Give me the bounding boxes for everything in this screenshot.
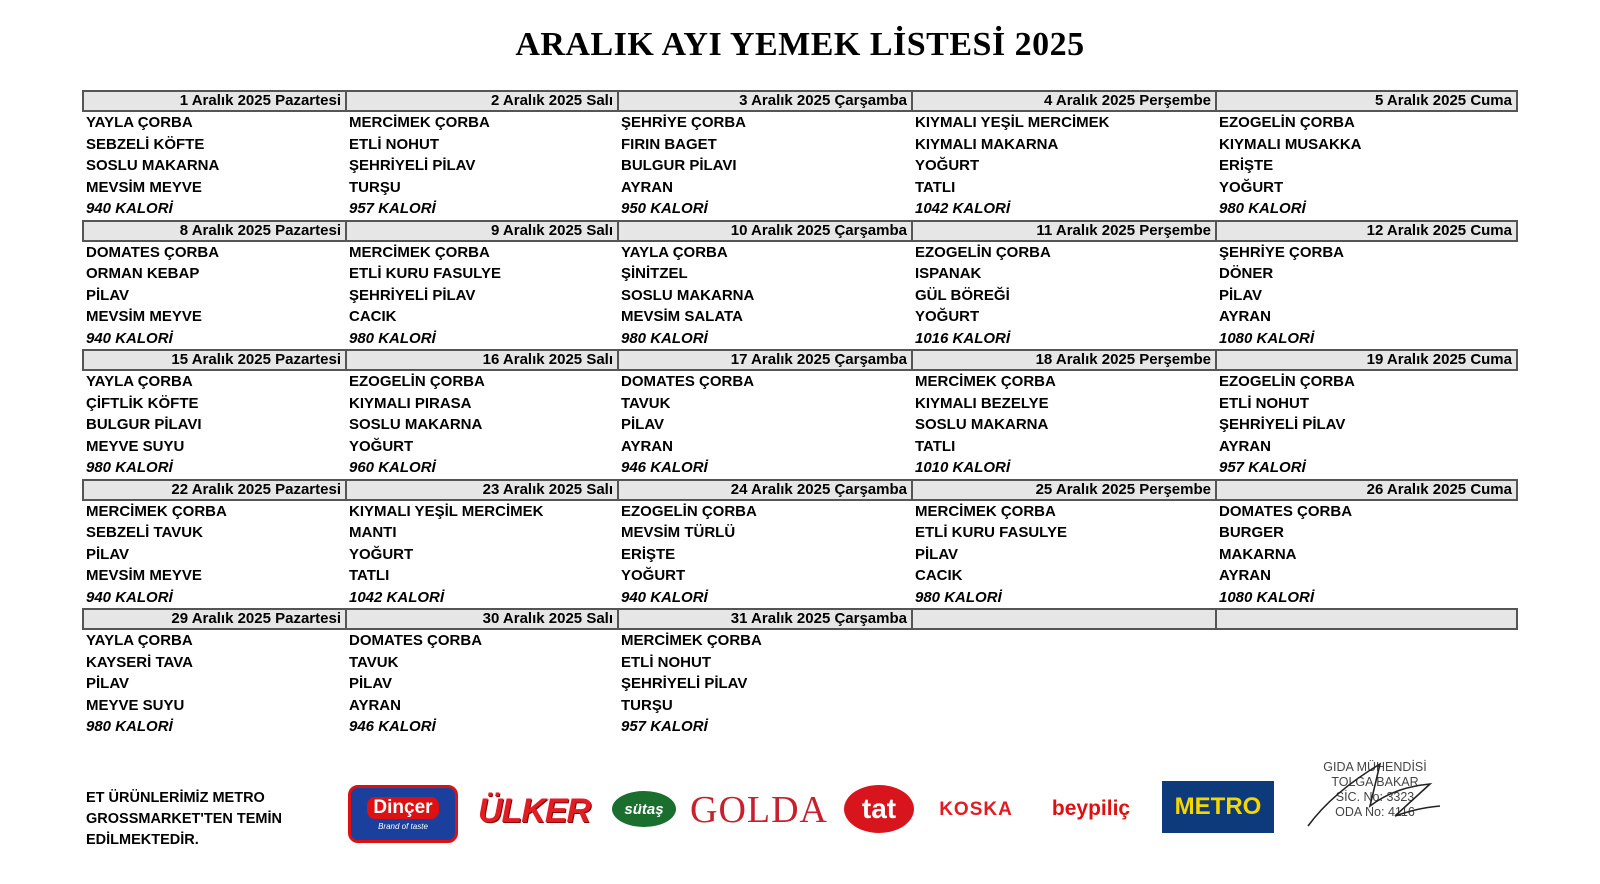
menu-table [82, 90, 1518, 738]
calorie-total: 1080 KALORİ [1219, 329, 1315, 347]
menu-item: PİLAV [915, 545, 959, 563]
menu-item: AYRAN [621, 178, 673, 196]
calorie-total: 1016 KALORİ [915, 329, 1011, 347]
menu-item: SEBZELİ KÖFTE [86, 135, 205, 153]
menu-item: ETLİ NOHUT [1219, 394, 1309, 412]
calorie-total: 980 KALORİ [915, 588, 1002, 606]
day-menu [617, 112, 911, 220]
menu-item [915, 630, 1215, 652]
day-menu [1215, 501, 1518, 609]
menu-item: PİLAV [86, 545, 130, 563]
menu-item: MEYVE SUYU [86, 437, 185, 455]
day-menu [345, 242, 617, 350]
menu-item: YOĞURT [621, 567, 686, 584]
day-date-header: 5 Aralık 2025 Cuma [1215, 92, 1518, 110]
week-block [82, 349, 1518, 479]
menu-item: BULGUR PİLAVI [86, 416, 202, 433]
menu-item: MANTI [349, 524, 397, 541]
menu-item: ETLİ NOHUT [621, 653, 711, 671]
week-header-row [82, 608, 1518, 630]
menu-item: YOĞURT [349, 545, 414, 563]
menu-item: MERCİMEK ÇORBA [915, 502, 1056, 520]
calorie-total: 950 KALORİ [621, 200, 708, 217]
day-date-header: 12 Aralık 2025 Cuma [1215, 222, 1518, 240]
menu-item: DÖNER [1219, 265, 1274, 282]
calorie-total: 957 KALORİ [349, 200, 436, 217]
menu-item: MERCİMEK ÇORBA [349, 114, 490, 131]
menu-item: TATLI [349, 567, 390, 584]
day-date-header: 16 Aralık 2025 Salı [345, 351, 617, 369]
week-menu-row [82, 112, 1518, 220]
menu-item: KIYMALI MUSAKKA [1219, 135, 1362, 153]
menu-item: PİLAV [621, 416, 665, 433]
menu-item [1219, 695, 1518, 717]
menu-item: EZOGELİN ÇORBA [915, 243, 1051, 261]
stamp-line: GIDA MÜHENDİSİ [1323, 760, 1427, 774]
day-menu [345, 371, 617, 479]
menu-item: PİLAV [86, 675, 130, 692]
menu-item: TATLI [915, 178, 956, 196]
beypilic-logo: beypiliç [1051, 797, 1131, 820]
menu-item: YAYLA ÇORBA [86, 373, 193, 390]
calorie-total: 940 KALORİ [86, 588, 173, 606]
menu-item: KAYSERİ TAVA [86, 653, 193, 671]
menu-item: ŞİNİTZEL [621, 265, 688, 282]
menu-item: AYRAN [621, 437, 673, 455]
day-menu [911, 630, 1215, 738]
week-menu-row [82, 501, 1518, 609]
day-date-header [911, 610, 1215, 628]
calorie-total: 957 KALORİ [1219, 459, 1306, 476]
calorie-total: 980 KALORİ [1219, 200, 1306, 217]
ulker-logo: ÜLKER [477, 791, 591, 830]
golda-logo: GOLDA [690, 789, 828, 831]
menu-item: BULGUR PİLAVI [621, 157, 737, 174]
calorie-total: 940 KALORİ [86, 329, 173, 347]
menu-item: PİLAV [349, 675, 393, 692]
calorie-total: 1080 KALORİ [1219, 588, 1315, 606]
week-header-row [82, 479, 1518, 501]
stamp-line: SİC. No: 3323 [1335, 790, 1415, 804]
menu-item: ŞEHRİYE ÇORBA [621, 114, 747, 131]
menu-item: ORMAN KEBAP [86, 265, 200, 282]
day-menu [911, 371, 1215, 479]
menu-item: TURŞU [621, 696, 673, 714]
day-menu [82, 242, 345, 350]
day-menu [911, 242, 1215, 350]
menu-item: SEBZELİ TAVUK [86, 524, 203, 541]
day-date-header: 18 Aralık 2025 Perşembe [911, 351, 1215, 369]
stamp-line: ODA No: 4116 [1335, 805, 1415, 819]
menu-item: SOSLU MAKARNA [349, 416, 483, 433]
calorie-total: 980 KALORİ [86, 459, 173, 476]
menu-item: TAVUK [349, 653, 399, 671]
signature-scribble-icon [1300, 756, 1450, 836]
menu-item: DOMATES ÇORBA [1219, 502, 1353, 520]
day-menu [82, 112, 345, 220]
day-date-header: 26 Aralık 2025 Cuma [1215, 481, 1518, 499]
menu-item: ERİŞTE [1219, 157, 1274, 174]
menu-item [915, 695, 1215, 717]
day-date-header [1215, 610, 1518, 628]
menu-item: MEVSİM MEYVE [86, 308, 202, 325]
day-date-header: 8 Aralık 2025 Pazartesi [82, 222, 345, 240]
calorie-total [1219, 716, 1518, 738]
day-menu [1215, 630, 1518, 738]
day-date-header: 23 Aralık 2025 Salı [345, 481, 617, 499]
week-block [82, 90, 1518, 220]
day-menu [1215, 242, 1518, 350]
week-menu-row [82, 630, 1518, 738]
week-block [82, 479, 1518, 609]
menu-item: SOSLU MAKARNA [915, 416, 1049, 433]
calorie-total: 1010 KALORİ [915, 459, 1011, 476]
menu-item: MERCİMEK ÇORBA [915, 373, 1056, 390]
day-date-header: 15 Aralık 2025 Pazartesi [82, 351, 345, 369]
menu-item [1219, 673, 1518, 695]
menu-item: CACIK [349, 308, 397, 325]
menu-item: ETLİ KURU FASULYE [349, 265, 501, 282]
menu-item: ŞEHRİYELİ PİLAV [1219, 416, 1346, 433]
day-date-header: 17 Aralık 2025 Çarşamba [617, 351, 911, 369]
menu-item: YAYLA ÇORBA [86, 632, 193, 649]
calorie-total: 940 KALORİ [621, 588, 708, 606]
day-menu [345, 501, 617, 609]
menu-item: MERCİMEK ÇORBA [86, 502, 227, 520]
calorie-total: 957 KALORİ [621, 718, 708, 735]
menu-item: DOMATES ÇORBA [621, 373, 755, 390]
day-date-header: 3 Aralık 2025 Çarşamba [617, 92, 911, 110]
menu-item: MERCİMEK ÇORBA [621, 632, 762, 649]
day-date-header: 22 Aralık 2025 Pazartesi [82, 481, 345, 499]
day-menu [617, 501, 911, 609]
menu-item: KIYMALI YEŞİL MERCİMEK [915, 114, 1110, 131]
day-menu [1215, 112, 1518, 220]
day-date-header: 25 Aralık 2025 Perşembe [911, 481, 1215, 499]
menu-item: AYRAN [1219, 567, 1271, 584]
day-date-header: 4 Aralık 2025 Perşembe [911, 92, 1215, 110]
footer-note-line: EDİLMEKTEDİR. [86, 832, 199, 848]
menu-item: ETLİ KURU FASULYE [915, 524, 1067, 541]
menu-item: EZOGELİN ÇORBA [621, 502, 757, 520]
menu-item [915, 673, 1215, 695]
day-menu [911, 501, 1215, 609]
day-date-header: 10 Aralık 2025 Çarşamba [617, 222, 911, 240]
day-menu [82, 630, 345, 738]
day-date-header: 1 Aralık 2025 Pazartesi [82, 92, 345, 110]
menu-item: MAKARNA [1219, 545, 1297, 563]
menu-item: YOĞURT [349, 437, 414, 455]
menu-item: AYRAN [1219, 308, 1271, 325]
calorie-total: 946 KALORİ [349, 718, 436, 735]
week-block [82, 220, 1518, 350]
day-menu [82, 501, 345, 609]
calorie-total: 1042 KALORİ [349, 588, 445, 606]
engineer-stamp [1300, 760, 1450, 820]
calorie-total: 960 KALORİ [349, 459, 436, 476]
week-header-row [82, 349, 1518, 371]
day-date-header: 29 Aralık 2025 Pazartesi [82, 610, 345, 628]
day-menu [1215, 371, 1518, 479]
sutas-logo: sütaş [612, 791, 676, 827]
calorie-total: 980 KALORİ [86, 718, 173, 735]
menu-item: SOSLU MAKARNA [621, 286, 755, 304]
menu-item: ŞEHRİYELİ PİLAV [349, 286, 476, 304]
day-menu [617, 630, 911, 738]
menu-item: YOĞURT [915, 308, 980, 325]
week-menu-row [82, 242, 1518, 350]
calorie-total [915, 716, 1215, 738]
menu-item: YAYLA ÇORBA [86, 114, 193, 131]
menu-item: TATLI [915, 437, 956, 455]
week-header-row [82, 220, 1518, 242]
menu-item: ÇİFTLİK KÖFTE [86, 394, 199, 412]
footer-note-line: GROSSMARKET'TEN TEMİN [86, 811, 282, 827]
day-date-header: 11 Aralık 2025 Perşembe [911, 222, 1215, 240]
menu-item: ŞEHRİYELİ PİLAV [349, 157, 476, 174]
menu-item: YOĞURT [915, 157, 980, 174]
metro-logo: METRO [1162, 781, 1274, 833]
menu-item: ŞEHRİYE ÇORBA [1219, 243, 1345, 261]
day-date-header: 19 Aralık 2025 Cuma [1215, 351, 1518, 369]
calorie-total: 1042 KALORİ [915, 200, 1011, 217]
day-date-header: 9 Aralık 2025 Salı [345, 222, 617, 240]
day-menu [617, 242, 911, 350]
menu-item: TURŞU [349, 178, 401, 196]
footer-note-line: ET ÜRÜNLERİMİZ METRO [86, 790, 265, 806]
menu-item: YOĞURT [1219, 178, 1284, 196]
calorie-total: 980 KALORİ [621, 329, 708, 347]
day-date-header: 31 Aralık 2025 Çarşamba [617, 610, 911, 628]
menu-item: SOSLU MAKARNA [86, 157, 220, 174]
calorie-total: 946 KALORİ [621, 459, 708, 476]
dincer-logo-text: Dinçer [367, 797, 438, 819]
week-block [82, 608, 1518, 738]
menu-item: MEYVE SUYU [86, 696, 185, 714]
menu-item: BURGER [1219, 524, 1285, 541]
menu-item: KIYMALI MAKARNA [915, 135, 1059, 153]
week-menu-row [82, 371, 1518, 479]
day-menu [345, 630, 617, 738]
menu-item: KIYMALI YEŞİL MERCİMEK [349, 502, 544, 520]
page-title: ARALIK AYI YEMEK LİSTESİ 2025 [515, 26, 1085, 63]
menu-item: EZOGELİN ÇORBA [1219, 373, 1355, 390]
day-date-header: 30 Aralık 2025 Salı [345, 610, 617, 628]
menu-item: MEVSİM MEYVE [86, 567, 202, 584]
menu-item: DOMATES ÇORBA [86, 243, 220, 261]
footer-note [86, 788, 282, 851]
menu-item: PİLAV [1219, 286, 1263, 304]
menu-item: ISPANAK [915, 265, 982, 282]
menu-item [1219, 630, 1518, 652]
menu-item: MEVSİM SALATA [621, 308, 743, 325]
menu-item: PİLAV [86, 286, 130, 304]
dincer-logo [348, 785, 458, 843]
day-menu [345, 112, 617, 220]
menu-item: FIRIN BAGET [621, 135, 717, 153]
menu-item [1219, 652, 1518, 674]
menu-item: AYRAN [1219, 437, 1271, 455]
menu-item [915, 652, 1215, 674]
calorie-total: 940 KALORİ [86, 200, 173, 217]
koska-logo: KOSKA [939, 799, 1013, 820]
dincer-logo-tagline: Brand of taste [378, 822, 428, 831]
menu-item: EZOGELİN ÇORBA [349, 373, 485, 390]
menu-item: KIYMALI BEZELYE [915, 394, 1049, 412]
menu-item: DOMATES ÇORBA [349, 632, 483, 649]
menu-item: KIYMALI PIRASA [349, 394, 472, 412]
stamp-line: TOLGA BAKAR [1331, 775, 1419, 789]
menu-item: TAVUK [621, 394, 671, 412]
day-date-header: 2 Aralık 2025 Salı [345, 92, 617, 110]
week-header-row [82, 90, 1518, 112]
menu-item: MERCİMEK ÇORBA [349, 243, 490, 261]
menu-item: GÜL BÖREĞİ [915, 286, 1010, 304]
menu-item: ŞEHRİYELİ PİLAV [621, 675, 748, 692]
menu-item: ETLİ NOHUT [349, 135, 439, 153]
day-date-header: 24 Aralık 2025 Çarşamba [617, 481, 911, 499]
tat-logo: tat [844, 785, 914, 833]
menu-item: AYRAN [349, 696, 401, 714]
day-menu [911, 112, 1215, 220]
menu-item: MEVSİM TÜRLÜ [621, 524, 736, 541]
day-menu [617, 371, 911, 479]
menu-item: CACIK [915, 567, 963, 584]
calorie-total: 980 KALORİ [349, 329, 436, 347]
menu-item: YAYLA ÇORBA [621, 243, 728, 261]
menu-item: ERİŞTE [621, 545, 676, 563]
day-menu [82, 371, 345, 479]
menu-item: EZOGELİN ÇORBA [1219, 114, 1355, 131]
menu-item: MEVSİM MEYVE [86, 178, 202, 196]
